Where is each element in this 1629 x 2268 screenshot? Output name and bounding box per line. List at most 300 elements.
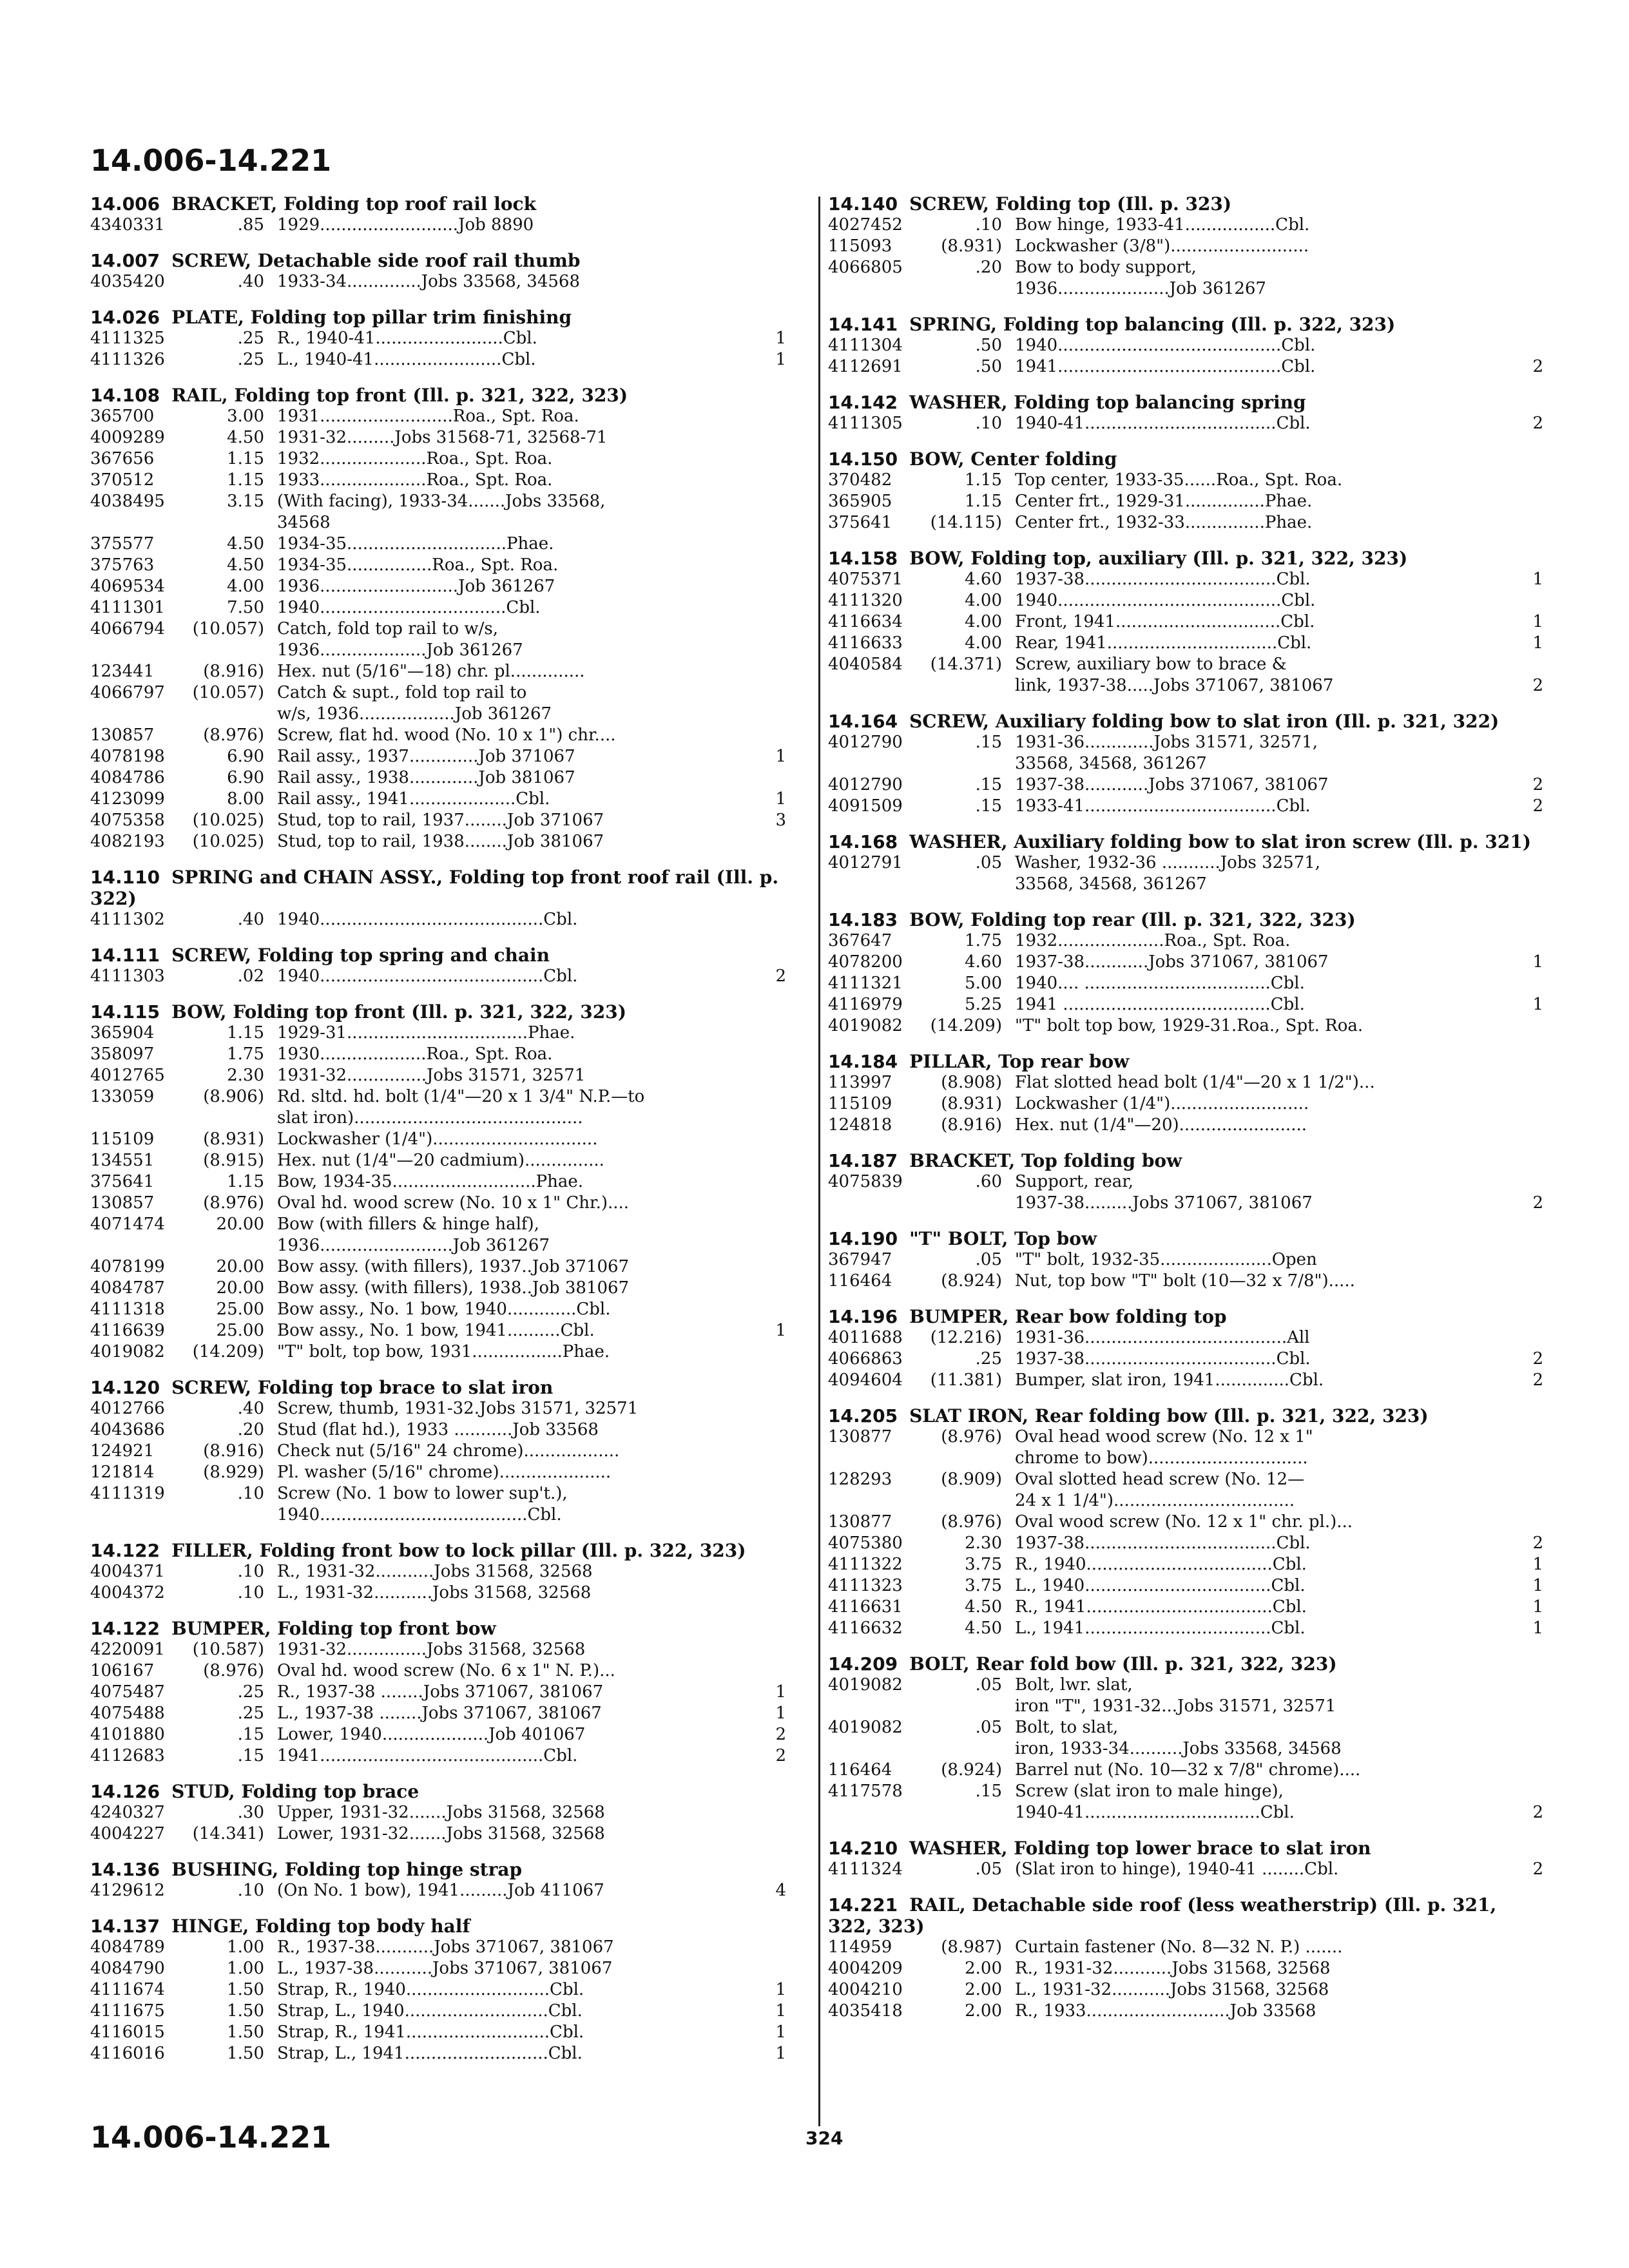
part-qty (760, 1561, 786, 1582)
section-title: BOW, Folding top, auxiliary (Ill. p. 321, 322, 323) (909, 548, 1408, 569)
part-part: 4066794 (90, 619, 165, 639)
part-desc: Nut, top bow "T" bolt (10—32 x 7/8")..... (1015, 1271, 1355, 1291)
section-title: PILLAR, Top rear bow (909, 1051, 1130, 1072)
part-qty (1518, 470, 1543, 491)
part-qty (760, 533, 786, 555)
part-part: 114959 (828, 1937, 892, 1957)
part-part: 4075839 (828, 1172, 903, 1191)
part-row (828, 973, 1543, 994)
part-qty (1518, 278, 1543, 300)
part-qty: 1 (1532, 1597, 1543, 1617)
section-title: SCREW, Folding top spring and chain (171, 945, 550, 966)
part-price (180, 640, 264, 661)
part-part: 4094604 (828, 1370, 903, 1390)
part-row (828, 1696, 1543, 1717)
part-qty: 1 (775, 1704, 786, 1723)
part-qty: 1 (1532, 612, 1543, 631)
part-part: 4019082 (828, 1016, 903, 1035)
part-part: 130877 (828, 1512, 892, 1532)
part-qty: 1 (1532, 952, 1543, 972)
part-desc: 1940..........................................Cbl. (277, 910, 578, 929)
part-qty: 2 (1532, 1860, 1543, 1879)
part-price: 6.90 (227, 768, 264, 787)
section-number: 14.210 (828, 1838, 898, 1859)
part-price: 1.75 (227, 1044, 264, 1064)
part-qty (760, 1504, 786, 1526)
part-row (828, 356, 1543, 378)
part-price (180, 1504, 264, 1526)
section-heading (828, 711, 1543, 732)
section-heading (90, 1781, 786, 1802)
part-price: 2.30 (227, 1066, 264, 1085)
part-row (828, 1171, 1543, 1193)
part-desc: Washer, 1932-36 ...........Jobs 32571, (1015, 853, 1321, 872)
section-title: WASHER, Folding top balancing spring (909, 392, 1306, 413)
part-desc: Strap, L., 1941...........................Cbl. (277, 2044, 583, 2063)
part-qty (760, 1171, 786, 1193)
part-qty (760, 1193, 786, 1214)
section-heading (90, 385, 786, 406)
part-qty (1518, 1717, 1543, 1738)
part-desc: 1934-35................Roa., Spt. Roa. (277, 555, 559, 575)
part-row (828, 413, 1543, 434)
part-qty (760, 1462, 786, 1483)
part-desc: 1931-32...............Jobs 31568, 32568 (277, 1640, 586, 1659)
part-desc: link, 1937-38.....Jobs 371067, 381067 (1015, 676, 1334, 695)
part-desc: L., 1937-38 ........Jobs 371067, 381067 (277, 1704, 602, 1723)
part-part: 365905 (828, 492, 892, 511)
part-row (90, 1150, 786, 1171)
part-row (90, 725, 786, 746)
part-price (918, 1490, 1002, 1512)
part-row (828, 569, 1543, 590)
part-price: 4.00 (965, 633, 1002, 653)
part-price: 1.50 (227, 2001, 264, 2021)
part-price: .05 (975, 1718, 1002, 1737)
section-number: 14.142 (828, 392, 898, 413)
part-desc: 1940...................................Cbl. (277, 598, 541, 617)
part-row (828, 1512, 1543, 1533)
part-desc: "T" bolt, top bow, 1931.................Phae. (277, 1342, 610, 1361)
part-row (90, 1880, 786, 1901)
part-part: 4111303 (90, 966, 165, 986)
part-price (918, 1193, 1002, 1214)
part-desc: R., 1931-32...........Jobs 31568, 32568 (1015, 1959, 1331, 1978)
part-qty (760, 1823, 786, 1845)
part-price: 2.00 (965, 1980, 1002, 1999)
part-qty (760, 597, 786, 619)
part-row (90, 1724, 786, 1745)
part-part: 4111318 (90, 1300, 165, 1319)
part-qty (760, 1341, 786, 1363)
part-price: .05 (975, 1860, 1002, 1879)
part-price: (8.976) (203, 1193, 264, 1213)
catalog-section (828, 1894, 1543, 2022)
part-desc: Bow assy., No. 1 bow, 1941..........Cbl. (277, 1321, 595, 1340)
part-desc: R., 1933...........................Job 33568 (1015, 2001, 1316, 2021)
part-qty: 2 (1532, 1803, 1543, 1822)
part-row (90, 1086, 786, 1108)
part-row (90, 597, 786, 619)
part-desc: Oval head wood screw (No. 12 x 1" (1015, 1427, 1313, 1446)
part-price: 4.50 (965, 1619, 1002, 1638)
section-heading (828, 1228, 1543, 1249)
part-desc: 1937-38............Jobs 371067, 381067 (1015, 952, 1329, 972)
part-price: (8.976) (941, 1427, 1002, 1446)
part-desc: R., 1941...................................Cbl. (1015, 1597, 1307, 1617)
section-title: RAIL, Folding top front (Ill. p. 321, 322, 323) (171, 385, 628, 406)
part-qty (1518, 215, 1543, 236)
part-row (828, 215, 1543, 236)
part-part: 4111322 (828, 1555, 903, 1574)
part-row (90, 576, 786, 597)
part-price: .40 (237, 272, 264, 291)
part-desc: Bow hinge, 1933-41.................Cbl. (1015, 215, 1310, 235)
part-part: 4220091 (90, 1640, 165, 1659)
part-row (90, 1682, 786, 1703)
part-price (918, 278, 1002, 300)
part-price: (8.929) (203, 1463, 264, 1482)
part-part: 4111326 (90, 350, 165, 369)
part-price: .50 (975, 357, 1002, 376)
part-desc: Hex. nut (1/4"—20 cadmium)............... (277, 1151, 604, 1170)
part-qty (760, 1256, 786, 1278)
section-title: BOW, Folding top front (Ill. p. 321, 322, 323) (171, 1001, 626, 1023)
part-qty (760, 909, 786, 930)
section-number: 14.137 (90, 1916, 160, 1937)
part-part (828, 278, 918, 300)
part-part: 4084790 (90, 1959, 165, 1978)
part-desc: L., 1931-32...........Jobs 31568, 32568 (277, 1583, 592, 1602)
part-desc: Flat slotted head bolt (1/4"—20 x 1 1/2")... (1015, 1073, 1375, 1092)
part-part: 4240327 (90, 1803, 165, 1822)
part-qty (1518, 732, 1543, 753)
part-part: 4111301 (90, 598, 165, 617)
section-number: 14.221 (828, 1894, 898, 1916)
part-price: .20 (237, 1420, 264, 1439)
part-qty (760, 619, 786, 640)
part-price: 4.00 (227, 577, 264, 596)
part-qty (1518, 852, 1543, 874)
part-price: 1.15 (965, 470, 1002, 490)
part-qty: 2 (775, 1725, 786, 1744)
part-qty (1518, 590, 1543, 611)
part-qty (1518, 1469, 1543, 1490)
part-part: 4111674 (90, 1980, 165, 1999)
part-qty (1518, 654, 1543, 675)
part-price: .10 (237, 1484, 264, 1503)
part-qty (760, 1129, 786, 1150)
section-heading (828, 548, 1543, 569)
part-part (90, 704, 180, 725)
part-desc: Upper, 1931-32.......Jobs 31568, 32568 (277, 1803, 605, 1822)
part-price: .40 (237, 1399, 264, 1418)
part-part: 4116979 (828, 995, 903, 1014)
part-price: .85 (237, 215, 264, 235)
part-part: 4009289 (90, 428, 165, 447)
part-desc: Screw, thumb, 1931-32.Jobs 31571, 32571 (277, 1399, 639, 1418)
part-part: 4075380 (828, 1533, 903, 1553)
part-part: 4117578 (828, 1782, 903, 1801)
part-desc: 1937-38....................................Cbl. (1015, 570, 1311, 589)
section-number: 14.136 (90, 1859, 160, 1880)
part-part: 4078199 (90, 1257, 165, 1276)
part-desc: Stud (flat hd.), 1933 ...........Job 33568 (277, 1420, 599, 1439)
part-desc: L., 1937-38...........Jobs 371067, 381067 (277, 1959, 613, 1978)
part-row (90, 1483, 786, 1504)
part-price: 1.50 (227, 2044, 264, 2063)
part-price: (10.057) (192, 683, 264, 702)
part-part: 367647 (828, 931, 892, 950)
part-price: (14.371) (930, 655, 1002, 674)
part-qty: 1 (1532, 1576, 1543, 1595)
part-part: 128293 (828, 1470, 892, 1489)
part-price: .60 (975, 1172, 1002, 1191)
part-desc: Screw, auxiliary bow to brace & (1015, 655, 1287, 674)
part-part: 4111304 (828, 336, 903, 355)
section-heading (90, 1618, 786, 1639)
part-part: 4012791 (828, 853, 903, 872)
part-row (90, 1320, 786, 1341)
part-row (828, 796, 1543, 817)
part-qty (1518, 1271, 1543, 1292)
part-part: 4078198 (90, 747, 165, 766)
part-row (90, 1256, 786, 1278)
section-heading (90, 945, 786, 966)
section-heading (90, 1377, 786, 1398)
part-desc: 1931-36......................................All (1015, 1328, 1310, 1347)
part-desc: 1936.....................Job 361267 (1015, 279, 1266, 298)
part-desc: Rd. sltd. hd. bolt (1/4"—20 x 1 3/4" N.P.—to (277, 1087, 645, 1106)
section-number: 14.164 (828, 711, 898, 732)
part-desc: 1940..........................................Cbl. (1015, 591, 1316, 610)
part-row (90, 2043, 786, 2064)
section-heading (828, 909, 1543, 930)
part-price: (14.115) (930, 513, 1002, 532)
part-qty (1518, 1979, 1543, 2001)
part-price (918, 1802, 1002, 1823)
part-qty (760, 1023, 786, 1044)
part-desc: Rail assy., 1937.............Job 371067 (277, 747, 575, 766)
part-price: (14.341) (192, 1824, 264, 1843)
part-qty (1518, 753, 1543, 774)
part-price: .15 (975, 796, 1002, 816)
part-desc: 1941..........................................Cbl. (1015, 357, 1316, 376)
section-heading (90, 250, 786, 271)
part-desc: Lockwasher (1/4")............................... (277, 1129, 598, 1149)
part-row (828, 1760, 1543, 1781)
part-part (90, 1504, 180, 1526)
part-row (90, 1561, 786, 1582)
part-qty: 2 (1532, 1349, 1543, 1369)
part-price: (8.931) (203, 1129, 264, 1149)
catalog-section (828, 548, 1543, 697)
part-qty (1518, 1738, 1543, 1760)
part-desc: (On No. 1 bow), 1941.........Job 411067 (277, 1881, 604, 1900)
part-price: .10 (237, 1881, 264, 1900)
catalog-section (90, 1859, 786, 1901)
part-row (828, 278, 1543, 300)
part-part: 4084786 (90, 768, 165, 787)
part-row (90, 1044, 786, 1065)
part-price: .05 (975, 853, 1002, 872)
part-part: 4012790 (828, 775, 903, 794)
part-row (90, 555, 786, 576)
part-price: 1.00 (227, 1937, 264, 1957)
part-part: 116464 (828, 1760, 892, 1780)
part-qty (760, 406, 786, 427)
part-row (90, 1979, 786, 2001)
part-desc: Hex. nut (1/4"—20)........................ (1015, 1115, 1307, 1135)
part-qty: 1 (1532, 1555, 1543, 1574)
section-title: BRACKET, Folding top roof rail lock (171, 193, 537, 215)
part-qty (760, 555, 786, 576)
part-qty (760, 1398, 786, 1419)
part-desc: 1940.......................................Cbl. (277, 1505, 562, 1524)
section-heading (90, 1916, 786, 1937)
part-price (180, 704, 264, 725)
part-qty (760, 1582, 786, 1604)
part-price (918, 675, 1002, 697)
part-desc: 1941 .......................................Cbl. (1015, 995, 1305, 1014)
part-row (90, 1023, 786, 1044)
part-price: 25.00 (216, 1300, 264, 1319)
part-price: (10.025) (192, 832, 264, 851)
part-part: 4075371 (828, 570, 903, 589)
part-price: .15 (237, 1725, 264, 1744)
part-price (180, 512, 264, 533)
part-part (90, 1108, 180, 1129)
section-number: 14.168 (828, 831, 898, 852)
part-price: 20.00 (216, 1215, 264, 1234)
part-row (90, 682, 786, 704)
part-row (828, 611, 1543, 633)
part-price: .10 (237, 1562, 264, 1581)
section-number: 14.209 (828, 1653, 898, 1675)
part-part: 4004372 (90, 1583, 165, 1602)
part-qty (1518, 1249, 1543, 1271)
part-qty (760, 1235, 786, 1256)
catalog-section (90, 1781, 786, 1845)
part-price: 1.00 (227, 1959, 264, 1978)
catalog-section (90, 867, 786, 930)
part-desc: Screw (No. 1 bow to lower sup't.), (277, 1484, 568, 1503)
part-desc: Bumper, slat iron, 1941..............Cbl. (1015, 1370, 1324, 1390)
part-price: 5.00 (965, 974, 1002, 993)
part-part: 4038495 (90, 492, 165, 511)
part-qty: 1 (1532, 570, 1543, 589)
section-title: BOW, Center folding (909, 448, 1117, 470)
part-qty (760, 1214, 786, 1235)
part-desc: 1931-32.........Jobs 31568-71, 32568-71 (277, 428, 608, 447)
part-row (90, 1278, 786, 1299)
part-row (90, 1639, 786, 1660)
part-qty (1518, 1015, 1543, 1037)
part-qty (760, 1108, 786, 1129)
catalog-section (828, 831, 1543, 895)
part-row (90, 810, 786, 831)
part-qty (1518, 930, 1543, 952)
part-part: 4111323 (828, 1576, 903, 1595)
part-part (828, 1448, 918, 1469)
part-desc: Catch, fold top rail to w/s, (277, 619, 499, 639)
part-row (828, 930, 1543, 952)
part-part: 4043686 (90, 1420, 165, 1439)
section-number: 14.026 (90, 307, 160, 328)
part-price: 1.15 (227, 1172, 264, 1191)
part-part: 370512 (90, 470, 155, 490)
part-desc: Strap, R., 1940...........................Cbl. (277, 1980, 584, 1999)
catalog-section (828, 1838, 1543, 1880)
part-price: .05 (975, 1675, 1002, 1695)
part-price: 25.00 (216, 1321, 264, 1340)
part-part: 115093 (828, 236, 892, 256)
section-number: 14.184 (828, 1051, 898, 1072)
part-qty (760, 1483, 786, 1504)
part-price: (12.216) (930, 1328, 1002, 1347)
part-desc: Rail assy., 1938.............Job 381067 (277, 768, 575, 787)
part-row (90, 661, 786, 682)
part-price: .15 (237, 1746, 264, 1765)
section-number: 14.111 (90, 945, 160, 966)
part-desc: Check nut (5/16" 24 chrome).................. (277, 1441, 620, 1461)
part-desc: Bow, 1934-35...........................Phae. (277, 1172, 584, 1191)
part-price: 4.60 (965, 570, 1002, 589)
section-number: 14.122 (90, 1618, 160, 1639)
section-number: 14.140 (828, 193, 898, 215)
part-row (828, 732, 1543, 753)
part-qty (760, 767, 786, 789)
part-part: 4111324 (828, 1860, 903, 1879)
section-heading (828, 1306, 1543, 1327)
part-row (90, 1504, 786, 1526)
part-desc: Bow assy. (with fillers), 1938..Job 381067 (277, 1278, 630, 1298)
part-row (90, 328, 786, 349)
section-heading (90, 1540, 786, 1561)
part-qty (760, 1639, 786, 1660)
section-title: BUSHING, Folding top hinge strap (171, 1859, 523, 1880)
part-part: 4027452 (828, 215, 903, 235)
part-row (828, 1115, 1543, 1136)
catalog-section (828, 193, 1543, 300)
part-price (180, 1235, 264, 1256)
part-qty: 1 (775, 747, 786, 766)
part-row (828, 470, 1543, 491)
catalog-section (90, 1916, 786, 2064)
part-qty (1518, 874, 1543, 895)
part-qty (760, 661, 786, 682)
part-part: 4075487 (90, 1682, 165, 1702)
part-desc: Oval wood screw (No. 12 x 1" chr. pl.)... (1015, 1512, 1353, 1532)
part-desc: 1940-41....................................Cbl. (1015, 414, 1311, 433)
part-row (828, 633, 1543, 654)
part-price: (8.916) (203, 662, 264, 681)
catalog-section (90, 945, 786, 987)
part-part: 4111325 (90, 329, 165, 348)
section-number: 14.158 (828, 548, 898, 569)
part-price: .15 (975, 733, 1002, 752)
section-title: FILLER, Folding front bow to lock pillar (Ill. p. 322, 323) (171, 1540, 746, 1561)
part-desc: 1936.........................Job 361267 (277, 1236, 550, 1255)
part-desc: 1931.........................Roa., Spt. Roa. (277, 407, 579, 426)
part-price: (10.587) (192, 1640, 264, 1659)
part-qty (1518, 1427, 1543, 1448)
part-row (90, 1419, 786, 1441)
section-number: 14.183 (828, 909, 898, 930)
section-number: 14.205 (828, 1405, 898, 1427)
part-part: 4111319 (90, 1484, 165, 1503)
part-desc: 1933....................Roa., Spt. Roa. (277, 470, 553, 490)
